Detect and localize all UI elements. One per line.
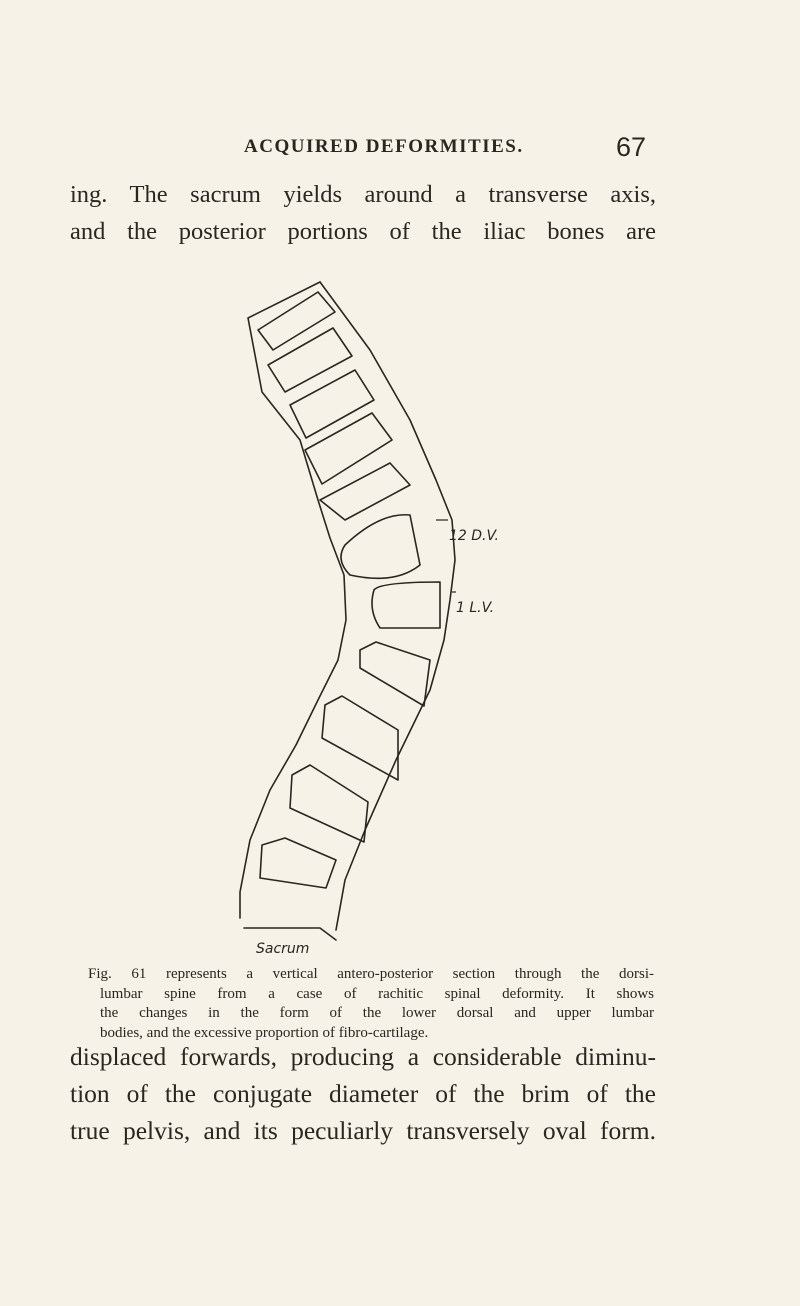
vertebra-l-5 xyxy=(260,838,336,888)
vertebra-d-4 xyxy=(305,413,392,484)
label-1-lv: 1 L.V. xyxy=(456,600,495,616)
text-line: true pelvis, and its peculiarly transversely oval form. xyxy=(70,1116,656,1145)
spine-outline-left xyxy=(240,282,346,918)
vertebra-l-1 xyxy=(372,582,440,628)
body-paragraph-bottom xyxy=(70,1038,656,1149)
sacrum-outline xyxy=(244,928,336,940)
caption-line: Fig. 61 represents a vertical antero-posterior section through the dorsi- xyxy=(88,966,654,982)
text-line: and the posterior portions of the iliac bones are xyxy=(70,218,656,245)
vertebra-l-4 xyxy=(290,765,368,842)
caption-line: lumbar spine from a case of rachitic spinal deformity. It shows xyxy=(100,985,654,1002)
vertebra-d-3 xyxy=(290,370,374,438)
spine-section-figure xyxy=(200,270,600,960)
vertebra-d-2 xyxy=(268,328,352,392)
text-line: displaced forwards, producing a considerable diminu- xyxy=(70,1042,656,1071)
spine-outline-right xyxy=(320,282,455,930)
label-12-dv: 12 D.V. xyxy=(449,528,499,544)
label-sacrum: Sacrum xyxy=(256,941,310,957)
caption-line: the changes in the form of the lower dorsal and upper lumbar xyxy=(100,1005,654,1021)
vertebra-l-2 xyxy=(360,642,430,706)
vertebra-d-1 xyxy=(258,292,335,350)
vertebra-l-3 xyxy=(322,696,398,780)
vertebra-d-5 xyxy=(320,463,410,520)
figure-caption xyxy=(88,965,654,1043)
caption-line: bodies, and the excessive proportion of fibro-cartilage. xyxy=(100,1024,429,1041)
text-line: ing. The sacrum yields around a transverse axis, xyxy=(70,181,656,208)
body-paragraph-top xyxy=(70,176,656,250)
vertebra-d-12 xyxy=(341,515,420,579)
page-number: 67 xyxy=(616,132,647,162)
running-head-title: ACQUIRED DEFORMITIES. xyxy=(244,136,524,157)
text-line: tion of the conjugate diameter of the brim of the xyxy=(70,1079,656,1108)
